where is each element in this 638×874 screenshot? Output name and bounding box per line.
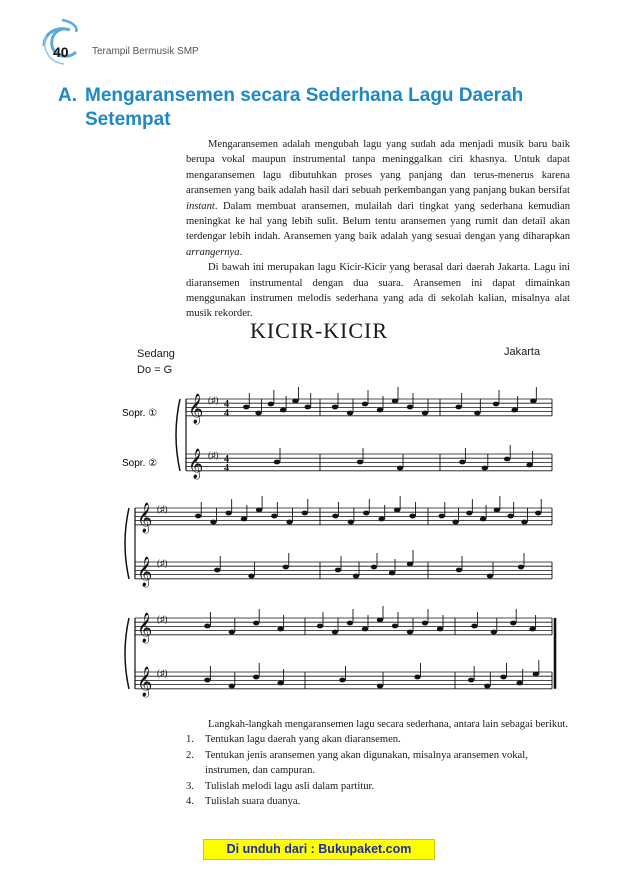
system-1-upper-staff-clef: 𝄞 (188, 394, 204, 424)
section-letter: A. (58, 85, 77, 106)
system-3-lower-note (500, 675, 506, 680)
system-2-upper-note (452, 520, 458, 525)
system-3-lower-note (414, 675, 420, 680)
page-number: 40 (53, 44, 69, 60)
arrangement-steps (186, 717, 570, 809)
system-3-upper-staff-clef: 𝄞 (137, 613, 153, 643)
system-3-upper-note (332, 630, 338, 635)
system-1-upper-note (362, 402, 368, 407)
system-3-upper-note (422, 621, 428, 626)
system-2-lower-note (456, 568, 462, 573)
system-2-upper-note (494, 508, 500, 513)
system-1-upper-note (332, 405, 338, 410)
system-1-time-bottom: 4 (224, 408, 229, 419)
system-2-upper-note (535, 511, 541, 516)
system-1-upper-note (511, 408, 517, 413)
system-2-upper-note (379, 517, 385, 522)
voice2-label: Sopr. ② (122, 458, 158, 469)
system-3-lower-note (484, 684, 490, 689)
system-2-upper-note (286, 520, 292, 525)
step-item: 1. Tentukan lagu daerah yang akan diaransemen. (186, 734, 401, 746)
system-1-upper-note (493, 402, 499, 407)
system-3-lower-note (516, 681, 522, 686)
system-1-lower-note (357, 460, 363, 465)
system-1-upper-note (255, 411, 261, 416)
system-2-lower-note (248, 574, 254, 579)
system-2-upper-note (480, 517, 486, 522)
system-2-lower-note (518, 565, 524, 570)
system-1-upper-note (280, 408, 286, 413)
system-1-lower-note (459, 460, 465, 465)
system-2-lower-note (335, 568, 341, 573)
system-3-lower-note (533, 672, 539, 677)
system-1-upper-note (292, 399, 298, 404)
system-1-upper-note (474, 411, 480, 416)
paragraph-2: Di bawah ini merupakan lagu Kicir-Kicir yang berasal dari daerah Jakarta. Lagu ini diaransemen instrumental dengan dua suara. Aransemen ini dapat dimainkan menggunakan instrumen melodis sederhana yang ada di sekolah kalian, misalnya alat musik rekorder. (186, 262, 570, 320)
system-1-time-top: 4 (224, 399, 229, 410)
system-2-lower-note (389, 571, 395, 576)
system-2-upper-note (225, 511, 231, 516)
system-3-upper-note (392, 624, 398, 629)
system-2-upper-note (332, 514, 338, 519)
step-item: 4. Tulislah suara duanya. (186, 796, 301, 808)
system-1-lower-staff-clef: 𝄞 (188, 449, 204, 479)
system-2-upper-note (302, 511, 308, 516)
system-2-lower-note (487, 574, 493, 579)
system-2-upper-note (195, 514, 201, 519)
system-2-upper-staff-key-signature: (♯) (157, 504, 168, 514)
system-2-lower-note (283, 565, 289, 570)
system-3-lower-staff-clef: 𝄞 (137, 667, 153, 697)
system-1-lower-note (504, 457, 510, 462)
system-3-upper-note (377, 618, 383, 623)
system-1-time-bottom: 4 (224, 463, 229, 474)
system-1-upper-note (243, 405, 249, 410)
system-2-upper-note (256, 508, 262, 513)
system-2-upper-staff-clef: 𝄞 (137, 503, 153, 533)
system-3-lower-note (468, 678, 474, 683)
system-3-lower-note (204, 678, 210, 683)
system-3-lower-note (229, 684, 235, 689)
system-3-upper-note (277, 627, 283, 632)
system-2-upper-note (348, 520, 354, 525)
paragraph-1: Mengaransemen adalah mengubah lagu yang sudah ada menjadi musik baru baik berupa vokal maupun instrumental tanpa meninggalkan ciri khasnya. Untuk dapat mengaransemen lagu dibutuhkan proses yang panjang dan terus-menerus karena aransemen yang baik adalah hasil dari sebuah perkembangan yang panjang bukan bersifat instant. Dalam membuat aransemen, mulailah dari tingkat yang sederhana kemudian meningkat ke hal yang lebih sulit. Belum tentu aransemen yang rumit dan detail akan terdengar lebih indah. Aransemen yang baik adalah yang sesuai dengan yang diharapkan arrangernya. (186, 139, 570, 258)
section-title-line1: Mengaransemen secara Sederhana Lagu Daerah (85, 85, 524, 106)
system-1-brace (176, 399, 180, 471)
system-1-lower-note (397, 466, 403, 471)
system-3-upper-note (229, 630, 235, 635)
system-2-upper-note (241, 517, 247, 522)
system-3-upper-note (407, 630, 413, 635)
system-1-upper-staff-key-signature: (♯) (208, 395, 219, 405)
system-3-upper-staff-key-signature: (♯) (157, 614, 168, 624)
system-3-upper-note (317, 624, 323, 629)
step-item: 2. Tentukan jenis aransemen yang akan digunakan, misalnya aransemen vokal, instrumen, dan campuran. (186, 749, 528, 777)
steps-intro: Langkah-langkah mengaransemen lagu secara sederhana, antara lain sebagai berikut. (208, 719, 569, 730)
system-2-lower-note (371, 565, 377, 570)
system-3-upper-note (362, 627, 368, 632)
system-2-upper-note (521, 520, 527, 525)
system-2-lower-staff-clef: 𝄞 (137, 557, 153, 587)
system-2-upper-note (439, 514, 445, 519)
system-1-upper-note (392, 399, 398, 404)
system-1-upper-note (347, 411, 353, 416)
system-1-lower-note (482, 466, 488, 471)
step-item: 3. Tulislah melodi lagu asli dalam partitur. (186, 780, 375, 792)
system-2-upper-note (409, 514, 415, 519)
system-1-lower-note (274, 460, 280, 465)
system-1-lower-note (526, 463, 532, 468)
system-1-lower-staff-key-signature: (♯) (208, 450, 219, 460)
system-3-upper-note (347, 621, 353, 626)
system-2-lower-note (214, 568, 220, 573)
voice1-label: Sopr. ① (122, 408, 158, 419)
system-3-upper-note (437, 627, 443, 632)
system-2-upper-note (363, 511, 369, 516)
download-banner[interactable]: Di unduh dari : Bukupaket.com (203, 839, 435, 860)
system-1-upper-note (455, 405, 461, 410)
system-3-lower-note (253, 675, 259, 680)
system-1-upper-note (305, 405, 311, 410)
system-2-lower-note (407, 562, 413, 567)
system-3-lower-note (277, 681, 283, 686)
system-3-upper-note (471, 624, 477, 629)
running-header-title: Terampil Bermusik SMP (92, 46, 199, 57)
system-3-lower-note (377, 684, 383, 689)
system-2-upper-note (394, 508, 400, 513)
system-2-upper-note (466, 511, 472, 516)
section-title-line2: Setempat (85, 109, 171, 130)
system-3-upper-note (510, 621, 516, 626)
system-1-upper-note (268, 402, 274, 407)
system-2-upper-note (507, 514, 513, 519)
system-1-upper-note (377, 408, 383, 413)
system-2-lower-staff-key-signature: (♯) (157, 558, 168, 568)
system-1-upper-note (530, 399, 536, 404)
system-1-upper-note (422, 411, 428, 416)
system-3-upper-note (491, 630, 497, 635)
song-title: KICIR-KICIR (249, 318, 389, 343)
system-2-brace (125, 508, 129, 579)
system-3-brace (125, 618, 129, 689)
steps-list (186, 732, 570, 809)
system-3-upper-note (204, 624, 210, 629)
tempo-marking: Sedang (137, 348, 175, 360)
system-2-lower-note (353, 574, 359, 579)
system-3-lower-staff-key-signature: (♯) (157, 668, 168, 678)
key-marking: Do = G (137, 364, 173, 376)
system-1-upper-note (407, 405, 413, 410)
system-3-upper-note (253, 621, 259, 626)
system-3-lower-note (339, 678, 345, 683)
system-1-time-top: 4 (224, 454, 229, 465)
song-origin: Jakarta (504, 346, 541, 358)
system-2-upper-note (271, 514, 277, 519)
system-2-upper-note (210, 520, 216, 525)
system-3-upper-note (529, 627, 535, 632)
